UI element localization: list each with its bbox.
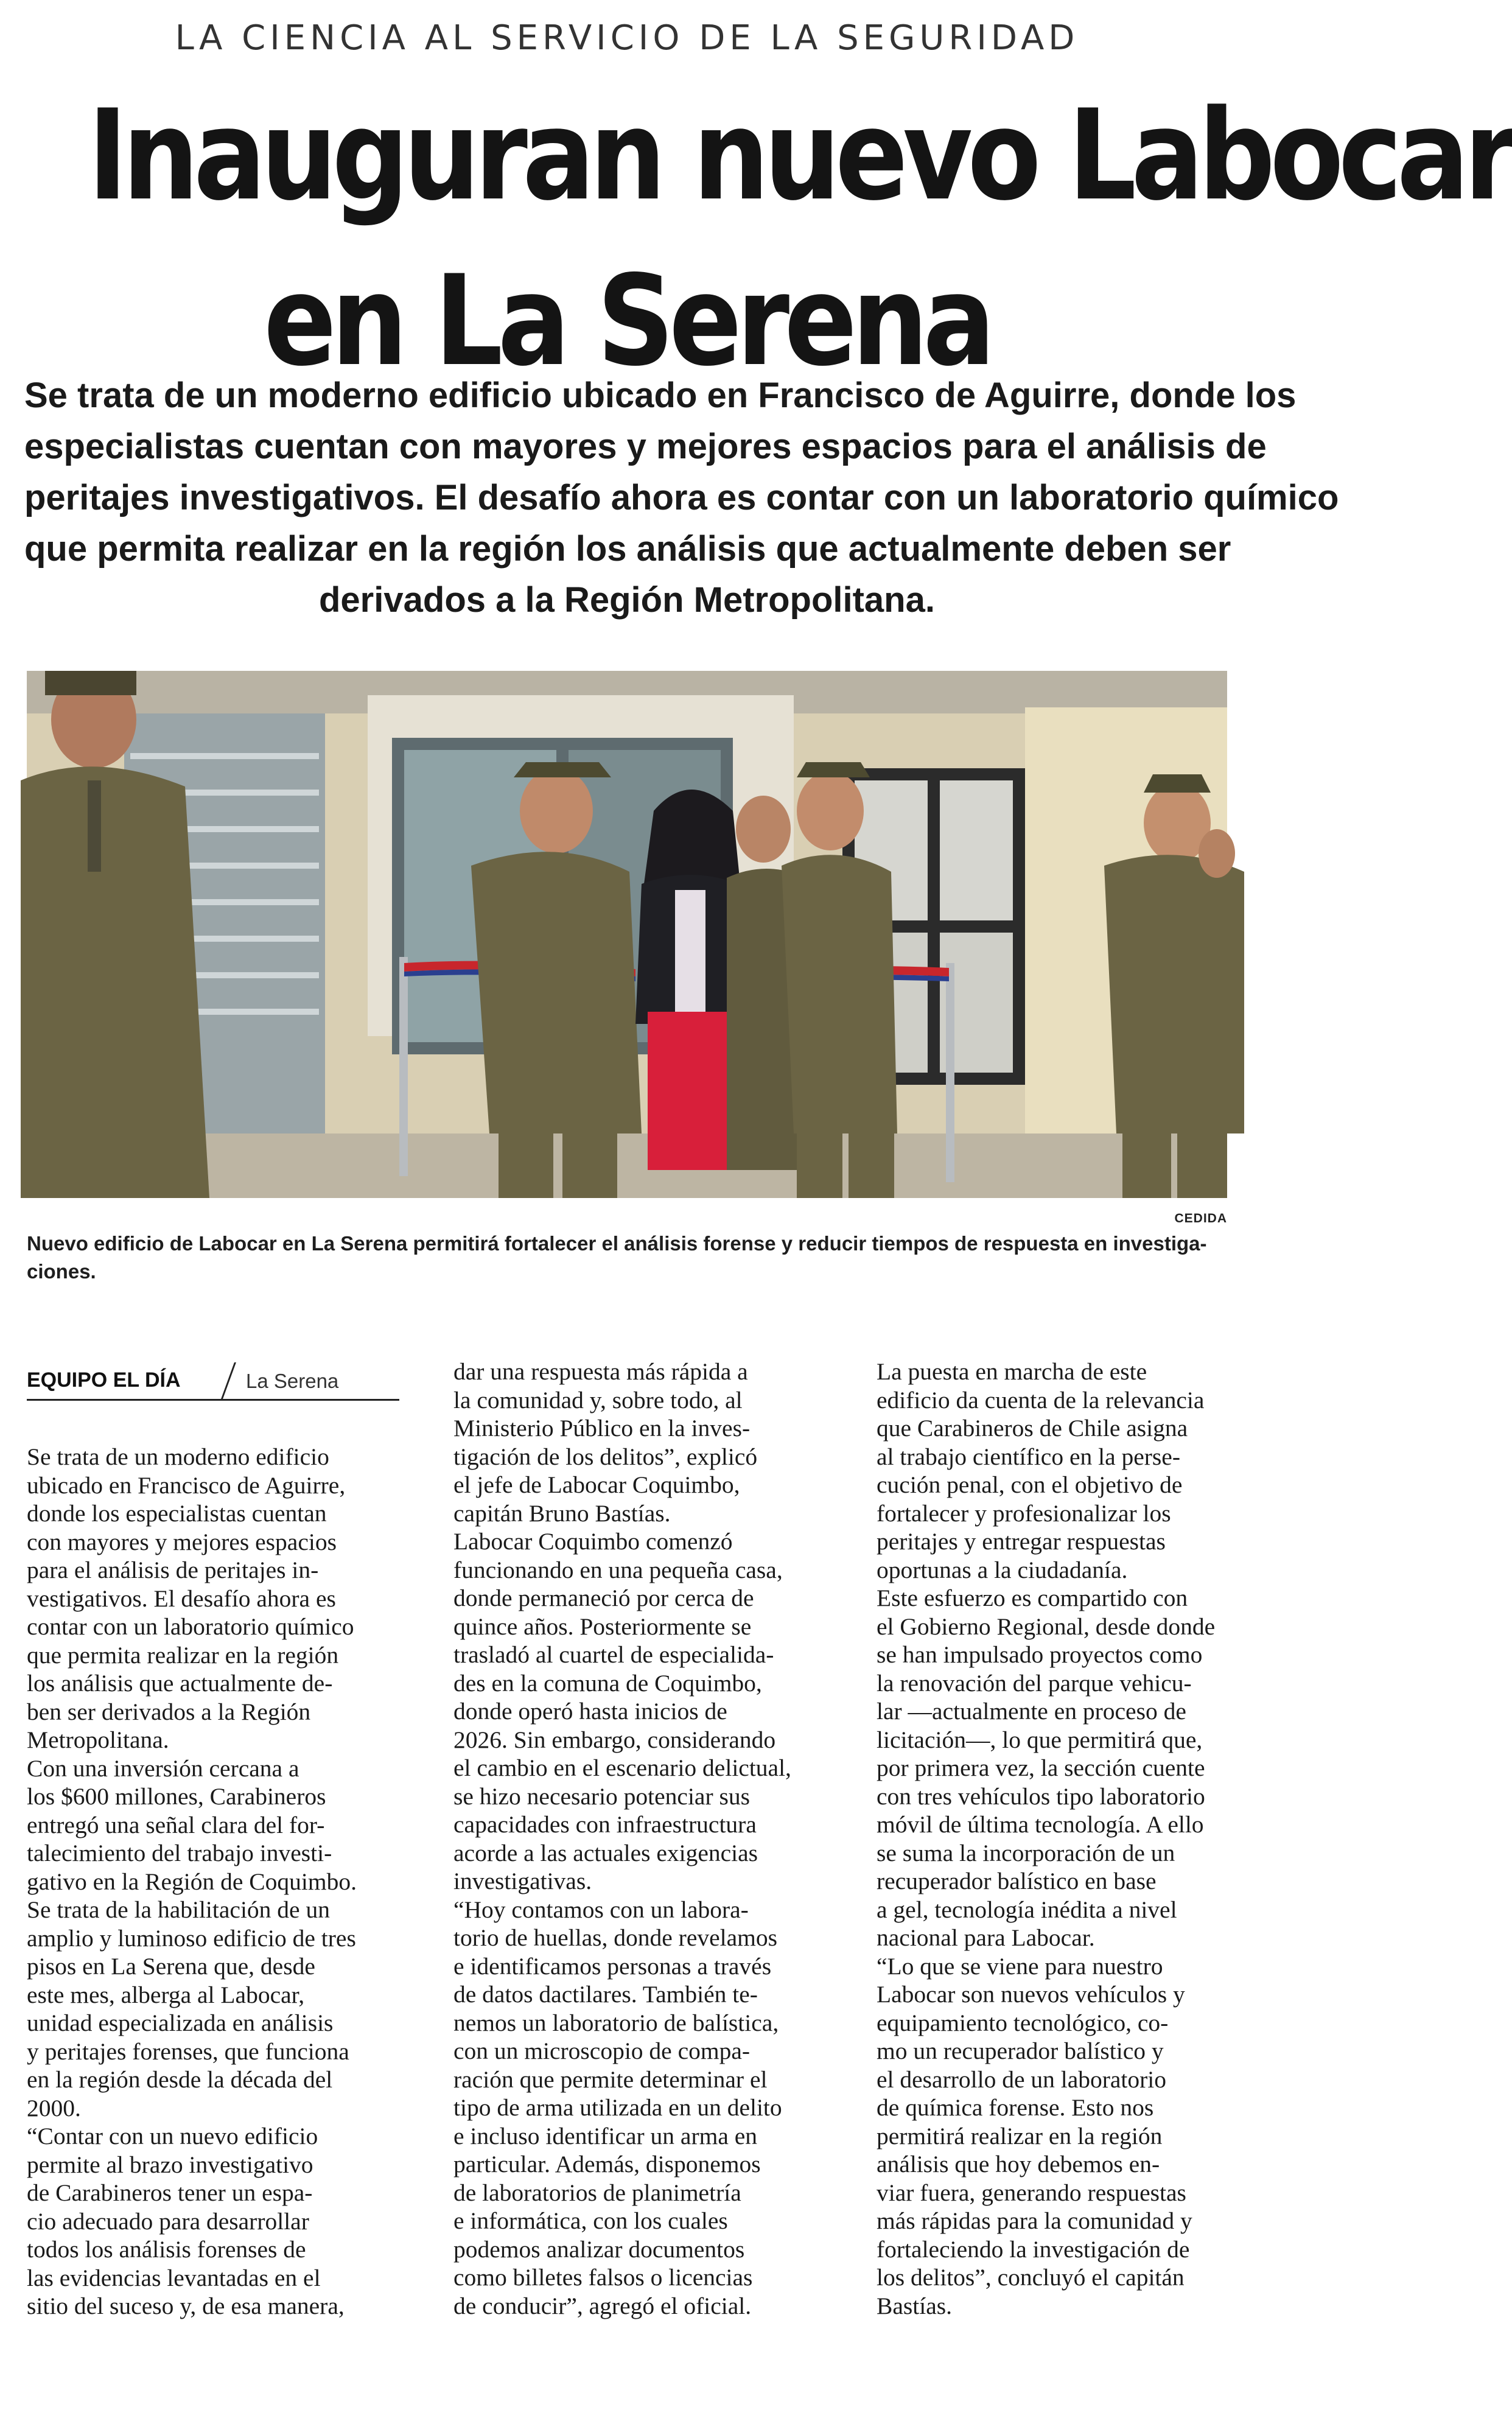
body-text-line: unidad especializada en análisis [27,2009,334,2036]
ribbon-cutting-photo [27,671,1227,1198]
body-text-line: sitio del suceso y, de esa manera, [27,2293,345,2319]
deck-line: Se trata de un moderno edificio ubicado en Francisco de Aguirre, donde los [24,376,1297,415]
body-text-line: particular. Además, disponemos [453,2151,761,2177]
body-text-line: capitán Bruno Bastías. [453,1499,671,1527]
deck-line: especialistas cuentan con mayores y mejores espacios para el análisis de [24,427,1267,466]
body-text-line: que permita realizar en la región [27,1641,339,1669]
body-text-line: talecimiento del trabajo investi- [27,1840,332,1866]
body-text-line: se suma la incorporación de un [877,1839,1175,1866]
body-text-line: trasladó al cuartel de especialida- [453,1641,774,1668]
body-column-2 [453,1358,819,2320]
body-text-line: lar —actualmente en proceso de [877,1698,1186,1725]
body-text-line: en la región desde la década del [27,2066,333,2093]
body-text-line: Metropolitana. [27,1726,169,1753]
body-text-line: ración que permite determinar el [453,2065,768,2093]
body-text-line: las evidencias levantadas en el [27,2264,321,2291]
headline [88,73,1512,404]
body-text-line: recuperador balístico en base [877,1868,1157,1894]
photo-caption [27,1230,1227,1286]
body-text-line: para el análisis de peritajes in- [27,1557,319,1583]
body-text-line: fortalecer y profesionalizar los [877,1499,1171,1527]
body-text-line: podemos analizar documentos [453,2235,745,2263]
headline-line: en La Serena [264,249,990,394]
body-text-line: de Carabineros tener un espa- [27,2179,313,2206]
body-text-line: Con una inversión cercana a [27,1754,299,1782]
body-text-line: los $600 millones, Carabineros [27,1783,326,1810]
body-text-line: gativo en la Región de Coquimbo. [27,1868,357,1895]
body-text-line: Labocar Coquimbo comenzó [453,1528,733,1555]
body-text-line: 2000. [27,2094,81,2121]
body-text-line: de química forense. Esto nos [877,2094,1154,2121]
caption-line: ciones. [27,1260,96,1283]
deck-line: que permita realizar en la región los análisis que actualmente deben ser [24,529,1231,569]
section-kicker: LA CIENCIA AL SERVICIO DE LA SEGURIDAD [175,18,1079,58]
body-text-line: Ministerio Público en la inves- [453,1415,751,1442]
body-text-line: “Hoy contamos con un labora- [453,1896,749,1923]
byline-author: EQUIPO EL DÍA [27,1368,181,1392]
byline-divider [221,1362,236,1399]
body-text-line: vestigativos. El desafío ahora es [27,1585,336,1612]
body-text-line: de conducir”, agregó el oficial. [453,2292,752,2319]
body-text-line: tipo de arma utilizada en un delito [453,2094,782,2121]
body-text-line: ubicado en Francisco de Aguirre, [27,1471,346,1499]
caption-line: Nuevo edificio de Labocar en La Serena permitirá fortalecer el análisis forense y reducir tiempos de respuesta en investiga- [27,1232,1207,1255]
body-text-line: análisis que hoy debemos en- [877,2151,1160,2177]
body-text-line: licitación—, lo que permitirá que, [877,1726,1203,1753]
body-text-line: edificio da cuenta de la relevancia [877,1386,1205,1414]
body-text-line: donde los especialistas cuentan [27,1500,327,1527]
body-text-line: este mes, alberga al Labocar, [27,1981,305,2008]
body-text-line: 2026. Sin embargo, considerando [453,1726,776,1753]
body-text-line: Se trata de la habilitación de un [27,1896,330,1923]
body-text-line: pisos en La Serena que, desde [27,1953,315,1980]
body-text-line: nacional para Labocar. [877,1924,1095,1951]
body-text-line: viar fuera, generando respuestas [877,2179,1186,2206]
body-text-line: torio de huellas, donde revelamos [453,1924,777,1951]
body-text-line: amplio y luminoso edificio de tres [27,1924,356,1952]
body-text-line: dar una respuesta más rápida a [453,1358,748,1385]
body-text-line: nemos un laboratorio de balística, [453,2009,779,2036]
body-text-line: acorde a las actuales exigencias [453,1839,758,1866]
body-text-line: la comunidad y, sobre todo, al [453,1386,743,1414]
body-text-line: mo un recuperador balístico y [877,2037,1164,2064]
body-text-line: se han impulsado proyectos como [877,1641,1203,1668]
body-text-line: fortaleciendo la investigación de [877,2235,1190,2263]
body-text-line: donde operó hasta inicios de [453,1698,727,1725]
body-text-line: los delitos”, concluyó el capitán [877,2264,1185,2291]
body-text-line: el jefe de Labocar Coquimbo, [453,1471,740,1498]
body-text-line: se hizo necesario potenciar sus [453,1782,750,1810]
body-text-line: con mayores y mejores espacios [27,1528,337,1555]
body-text-line: permite al brazo investigativo [27,2151,313,2178]
body-text-line: el cambio en el escenario delictual, [453,1754,791,1781]
body-text-line: más rápidas para la comunidad y [877,2207,1192,2234]
body-text-line: que Carabineros de Chile asigna [877,1415,1188,1442]
body-text-line: los análisis que actualmente de- [27,1670,333,1697]
body-text-line: Este esfuerzo es compartido con [877,1585,1188,1611]
body-text-line: permitirá realizar en la región [877,2122,1163,2149]
body-text-line: de datos dactilares. También te- [453,1981,758,2008]
body-text-line: peritajes y entregar respuestas [877,1528,1166,1555]
body-text-line: e incluso identificar un arma en [453,2122,758,2149]
body-text-line: Bastías. [877,2292,952,2319]
body-text-line: a gel, tecnología inédita a nivel [877,1896,1177,1923]
article-deck [24,370,1339,626]
body-text-line: “Lo que se viene para nuestro [877,1952,1163,1980]
body-text-line: con tres vehículos tipo laboratorio [877,1782,1205,1810]
body-text-line: contar con un laboratorio químico [27,1613,354,1640]
body-column-1 [27,1443,399,2321]
body-text-line: como billetes falsos o licencias [453,2264,753,2291]
byline-place: La Serena [246,1370,339,1392]
body-text-line: Se trata de un moderno edificio [27,1443,329,1470]
body-text-line: por primera vez, la sección cuente [877,1754,1205,1781]
body-column-3 [877,1358,1230,2320]
body-text-line: y peritajes forenses, que funciona [27,2037,349,2065]
body-text-line: “Contar con un nuevo edificio [27,2123,318,2149]
body-text-line: de laboratorios de planimetría [453,2179,741,2206]
body-text-line: e identificamos personas a través [453,1952,772,1980]
body-text-line: tigación de los delitos”, explicó [453,1443,758,1470]
headline-line: Inauguran nuevo Labocar [88,83,1512,228]
body-text-line: móvil de última tecnología. A ello [877,1811,1204,1838]
photo-credit: CEDIDA [1174,1211,1227,1225]
body-text-line: al trabajo científico en la perse- [877,1443,1180,1470]
body-text-line: cio adecuado para desarrollar [27,2207,309,2235]
body-text-line: equipamiento tecnológico, co- [877,2009,1169,2036]
photo-illustration [27,671,1227,1198]
body-text-line: oportunas a la ciudadanía. [877,1556,1128,1583]
body-text-line: el Gobierno Regional, desde donde [877,1613,1216,1640]
body-text-line: quince años. Posteriormente se [453,1613,752,1640]
byline [27,1364,399,1401]
body-text-line: La puesta en marcha de este [877,1358,1147,1385]
body-text-line: e informática, con los cuales [453,2207,728,2234]
body-text-line: con un microscopio de compa- [453,2037,751,2064]
body-text-line: investigativas. [453,1868,592,1894]
body-text-line: el desarrollo de un laboratorio [877,2065,1167,2093]
deck-line: derivados a la Región Metropolitana. [319,580,935,620]
body-text-line: donde permaneció por cerca de [453,1585,754,1611]
body-text-line: ben ser derivados a la Región [27,1698,311,1725]
body-text-line: entregó una señal clara del for- [27,1811,325,1838]
body-text-line: todos los análisis forenses de [27,2236,306,2263]
body-text-line: la renovación del parque vehicu- [877,1669,1192,1697]
deck-line: peritajes investigativos. El desafío ahora es contar con un laboratorio químico [24,478,1339,517]
body-text-line: Labocar son nuevos vehículos y [877,1981,1185,2008]
body-text-line: cución penal, con el objetivo de [877,1471,1183,1498]
body-text-line: des en la comuna de Coquimbo, [453,1669,762,1697]
body-text-line: funcionando en una pequeña casa, [453,1556,783,1583]
body-text-line: capacidades con infraestructura [453,1811,757,1838]
